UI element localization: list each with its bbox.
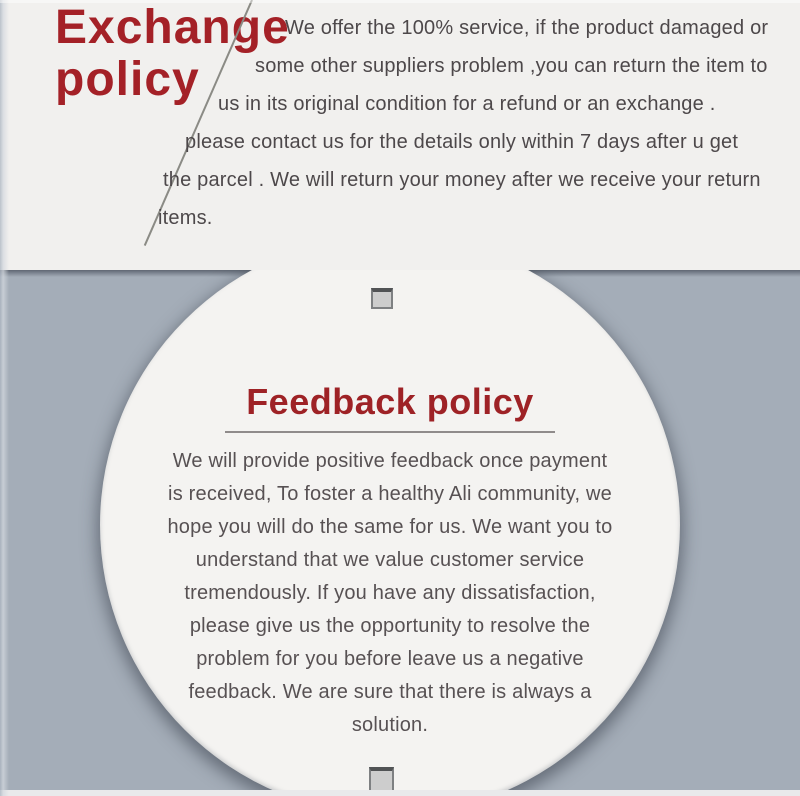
- exchange-text-line: some other suppliers problem ,you can return the item to: [255, 55, 768, 77]
- exchange-text-line: please contact us for the details only within 7 days after u get: [185, 131, 739, 153]
- exchange-text-line: the parcel . We will return your money after we receive your return: [163, 169, 761, 191]
- feedback-text-line: solution.: [351, 714, 429, 736]
- feedback-text-line: problem for you before leave us a negative: [196, 648, 584, 670]
- feedback-text-line: We will provide positive feedback once payment: [172, 450, 608, 472]
- feedback-text-line: is received, To foster a healthy Ali community, we: [168, 483, 612, 505]
- exchange-policy-section: [0, 0, 800, 270]
- exchange-text-line: We offer the 100% service, if the product damaged or: [285, 17, 769, 39]
- feedback-text-line: tremendously. If you have any dissatisfaction,: [184, 582, 596, 604]
- exchange-title-line2: policy: [55, 53, 200, 106]
- photo-bottom-edge: [0, 790, 800, 796]
- exchange-title-line1: Exchange: [55, 1, 290, 54]
- feedback-text-line: hope you will do the same for us. We want you to: [167, 516, 613, 538]
- exchange-text-line: us in its original condition for a refund or an exchange .: [218, 93, 716, 115]
- feedback-policy-title: Feedback policy: [246, 381, 534, 422]
- feedback-text-line: feedback. We are sure that there is always a: [188, 681, 592, 703]
- feedback-card-content: [0, 270, 780, 742]
- exchange-text-line: items.: [158, 207, 213, 229]
- feedback-policy-section: [0, 270, 800, 796]
- feedback-text-line: understand that we value customer service: [195, 549, 585, 571]
- feedback-text-line: please give us the opportunity to resolve the: [189, 615, 591, 637]
- exchange-policy-paragraph: [0, 9, 800, 237]
- feedback-policy-paragraph: [0, 445, 780, 742]
- feedback-title-underline: [225, 431, 555, 433]
